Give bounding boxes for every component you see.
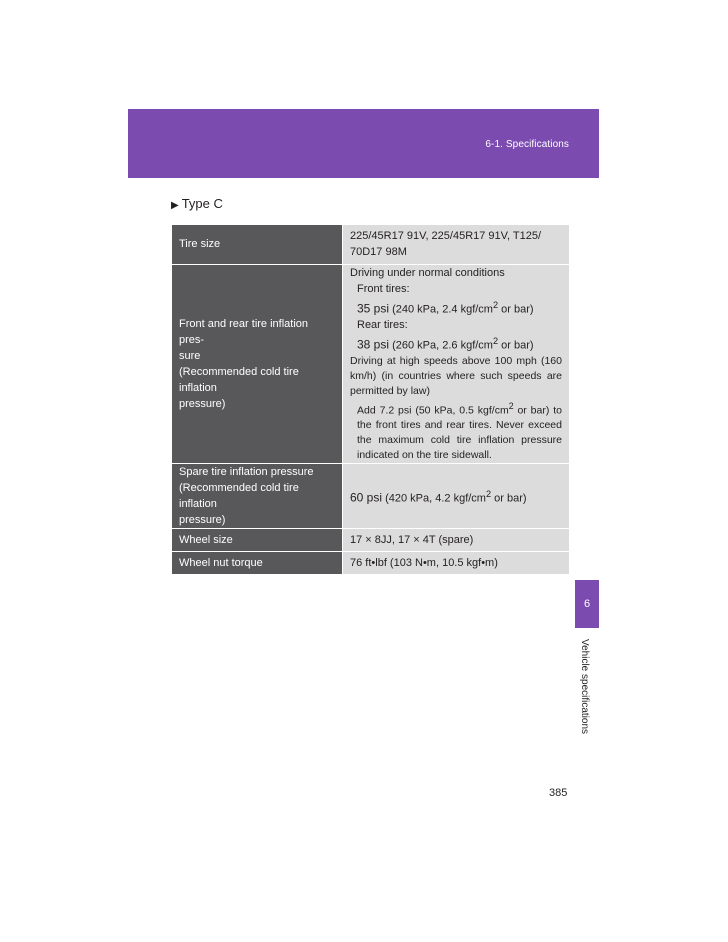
row-value-wheel-nut-torque: 76 ft•lbf (103 N•m, 10.5 kgf•m) <box>343 552 570 575</box>
value-line: 70D17 98M <box>350 246 407 259</box>
row-label-inflation <box>172 264 343 464</box>
row-value-tire-size <box>343 225 570 264</box>
label-line: Spare tire inflation pressure <box>179 466 314 479</box>
row-label-tire-size: Tire size <box>172 225 343 264</box>
tire-spec-table <box>172 225 569 575</box>
table-row <box>172 464 569 529</box>
row-value-inflation <box>343 264 570 464</box>
high-speed-note: Driving at high speeds above 100 mph (160 km/h) (in countries where such speeds are permitted by law) <box>350 354 562 397</box>
row-value-wheel-size: 17 × 8JJ, 17 × 4T (spare) <box>343 529 570 552</box>
header-title: 6-1. Specifications <box>485 139 569 150</box>
front-tires-label: Front tires: <box>357 282 410 295</box>
table-row <box>172 552 569 575</box>
label-line: pressure) <box>179 514 226 527</box>
label-line: (Recommended cold tire inflation <box>179 365 299 394</box>
value-line: 225/45R17 91V, 225/45R17 91V, T125/ <box>350 230 542 243</box>
page-number: 385 <box>549 787 568 799</box>
triangle-marker-icon: ▶ <box>171 200 179 211</box>
label-line: sure <box>179 349 201 362</box>
row-value-spare: 60 psi (420 kPa, 4.2 kgf/$cm^2$ or bar) <box>343 464 570 529</box>
label-line: Front and rear tire inflation pres- <box>179 317 309 346</box>
header-band <box>128 109 599 178</box>
table-row <box>172 529 569 552</box>
chapter-number: 6 <box>583 598 591 610</box>
row-label-wheel-size: Wheel size <box>172 529 343 552</box>
row-label-wheel-nut-torque: Wheel nut torque <box>172 552 343 575</box>
table-row <box>172 225 569 264</box>
section-heading <box>171 196 223 211</box>
chapter-tab <box>575 580 599 628</box>
front-tires-pressure: 35 psi (240 kPa, 2.4 kgf/$cm^2$ or bar) <box>357 299 534 316</box>
section-heading-text: Type C <box>181 196 223 211</box>
label-line: (Recommended cold tire inflation <box>179 482 299 511</box>
rear-tires-pressure: 38 psi (260 kPa, 2.6 kgf/$cm^2$ or bar) <box>357 336 534 352</box>
rear-tires-label: Rear tires: <box>357 319 408 332</box>
row-label-spare <box>172 464 343 529</box>
chapter-label: Vehicle specifications <box>579 639 590 735</box>
normal-conditions-heading: Driving under normal conditions <box>350 266 505 279</box>
table-row <box>172 264 569 464</box>
label-line: pressure) <box>179 397 226 410</box>
add-pressure-note: Add 7.2 psi (50 kPa, 0.5 kgf/$cm^2$ or bar) to the front tires and rear tires. Never exceed the maximum cold tire inflation pressure indicated on the tire sidewall. <box>357 400 562 462</box>
